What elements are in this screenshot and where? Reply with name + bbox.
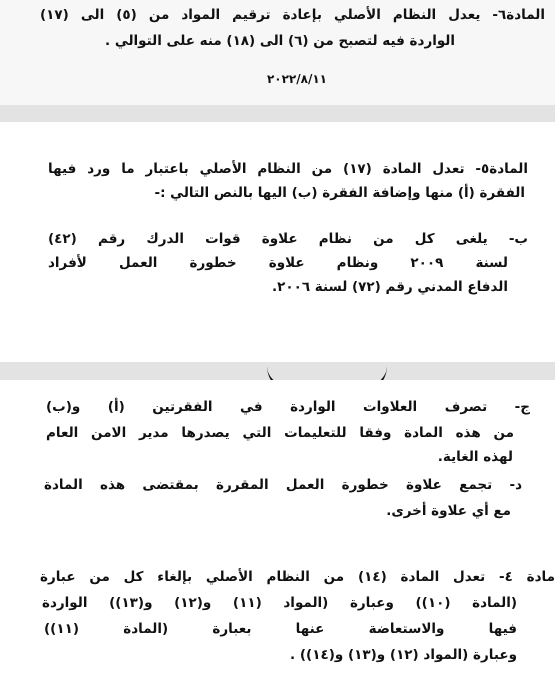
- article-4-line-1: مادة ٤- تعدل المادة (١٤) من النظام الأصلي بإلغاء كل من عبارة: [40, 569, 555, 585]
- document-section-article-4: [0, 380, 555, 689]
- clause-c-line-2: من هذه المادة وفقا للتعليمات التي يصدرها مدير الامن العام: [46, 425, 514, 441]
- article-5-line-2: الفقرة (أ) منها وإضافة الفقرة (ب) اليها بالنص التالي :-: [154, 185, 525, 201]
- clause-d-line-2: مع أي علاوة أخرى.: [386, 503, 511, 519]
- clause-c-line-1: ج- تصرف العلاوات الواردة في الفقرتين (أ) و(ب): [46, 399, 530, 415]
- article-6-line-1: المادة٦- يعدل النظام الأصلي بإعادة ترقيم المواد من (٥) الى (١٧): [40, 7, 545, 23]
- document-section-article-5: [0, 122, 555, 362]
- article-5-clause-b-line-2: لسنة ٢٠٠٩ ونظام علاوة خطورة العمل لأفراد: [48, 255, 508, 271]
- document-date: ٢٠٢٢/٨/١١: [266, 72, 327, 86]
- article-5-clause-b-line-3: الدفاع المدني رقم (٧٢) لسنة ٢٠٠٦.: [271, 279, 508, 295]
- article-5-line-1: المادة٥- تعدل المادة (١٧) من النظام الأصلي باعتبار ما ورد فيها: [48, 161, 528, 177]
- article-4-line-4: وعبارة (المواد (١٢) و(١٣) و(١٤)) .: [290, 647, 517, 663]
- article-4-line-3: فيها والاستعاضة عنها بعبارة (المادة (١١)): [44, 621, 517, 637]
- clause-d-line-1: د- تجمع علاوة خطورة العمل المقررة بمقتضى هذه المادة: [44, 477, 522, 493]
- article-6-line-2: الواردة فيه لتصبح من (٦) الى (١٨) منه على التوالي .: [104, 33, 455, 49]
- clause-c-line-3: لهذه الغاية.: [437, 449, 513, 465]
- section-divider: [0, 105, 555, 122]
- article-5-clause-b-line-1: ب- يلغى كل من نظام علاوة قوات الدرك رقم (٤٢): [48, 231, 528, 247]
- article-4-line-2: (المادة (١٠)) وعبارة (المواد (١١) و(١٢) و(١٣)) الواردة: [42, 595, 518, 611]
- document-section-article-6: [0, 0, 555, 105]
